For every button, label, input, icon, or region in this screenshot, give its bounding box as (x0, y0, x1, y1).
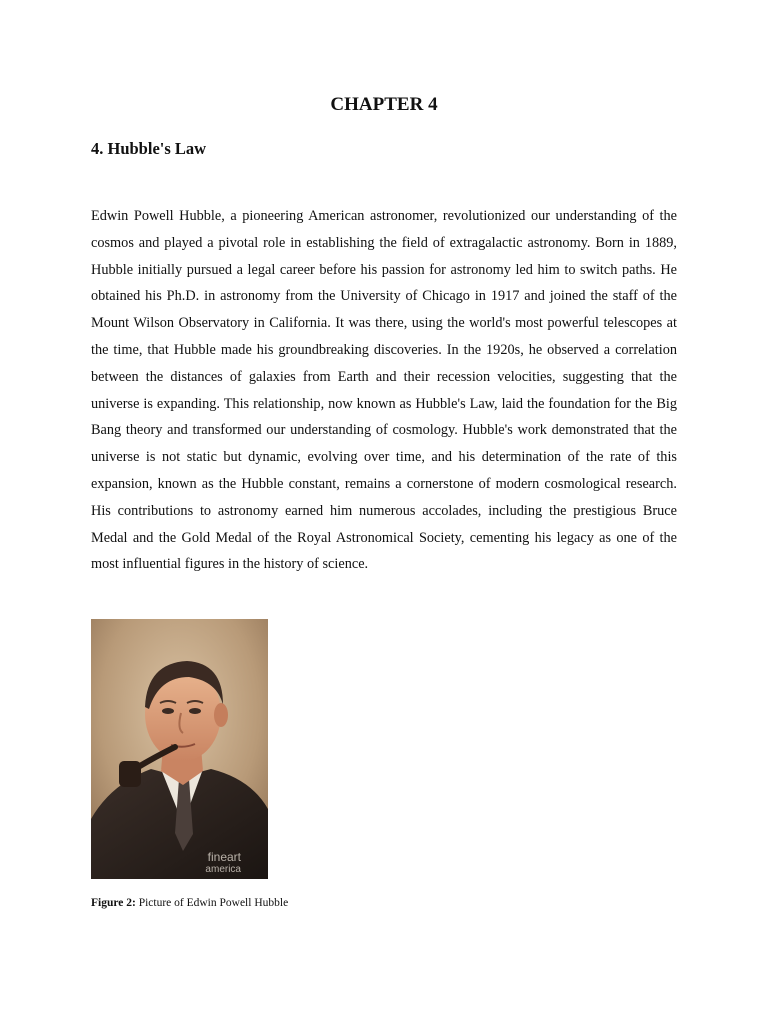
section-heading: 4. Hubble's Law (91, 139, 207, 158)
figure-caption-text: Picture of Edwin Powell Hubble (135, 897, 289, 909)
hubble-portrait-image (91, 619, 268, 879)
figure-caption-label: Figure 2: (91, 897, 136, 909)
watermark-line1: fineart (207, 850, 241, 864)
chapter-title: CHAPTER 4 (330, 94, 438, 115)
watermark-line2: america (205, 864, 241, 875)
body-paragraph: Edwin Powell Hubble, a pioneering American astronomer, revolutionized our understanding of the cosmos and played a pivotal role in establishing the field of extragalactic astronomy. Born in 1889, Hubble initially pursued a legal career before his passion for astronomy led him to switch paths. He obtained his Ph.D. in astronomy from the University of Chicago in 1917 and joined the staff of the Mount Wilson Observatory in California. It was there, using the world's most powerful telescopes at the time, that Hubble made his groundbreaking discoveries. In the 1920s, he observed a correlation between the distances of galaxies from Earth and their recession velocities, suggesting that the universe is expanding. This relationship, now known as Hubble's Law, laid the foundation for the Big Bang theory and transformed our understanding of cosmology. Hubble's work demonstrated that the universe is not static but dynamic, evolving over time, and his determination of the rate of this expansion, known as the Hubble constant, remains a cornerstone of modern cosmological research. His contributions to astronomy earned him numerous accolades, including the prestigious Bruce Medal and the Gold Medal of the Royal Astronomical Society, cementing his legacy as one of the most influential figures in the history of science. (91, 208, 677, 573)
figure-caption (91, 897, 288, 909)
